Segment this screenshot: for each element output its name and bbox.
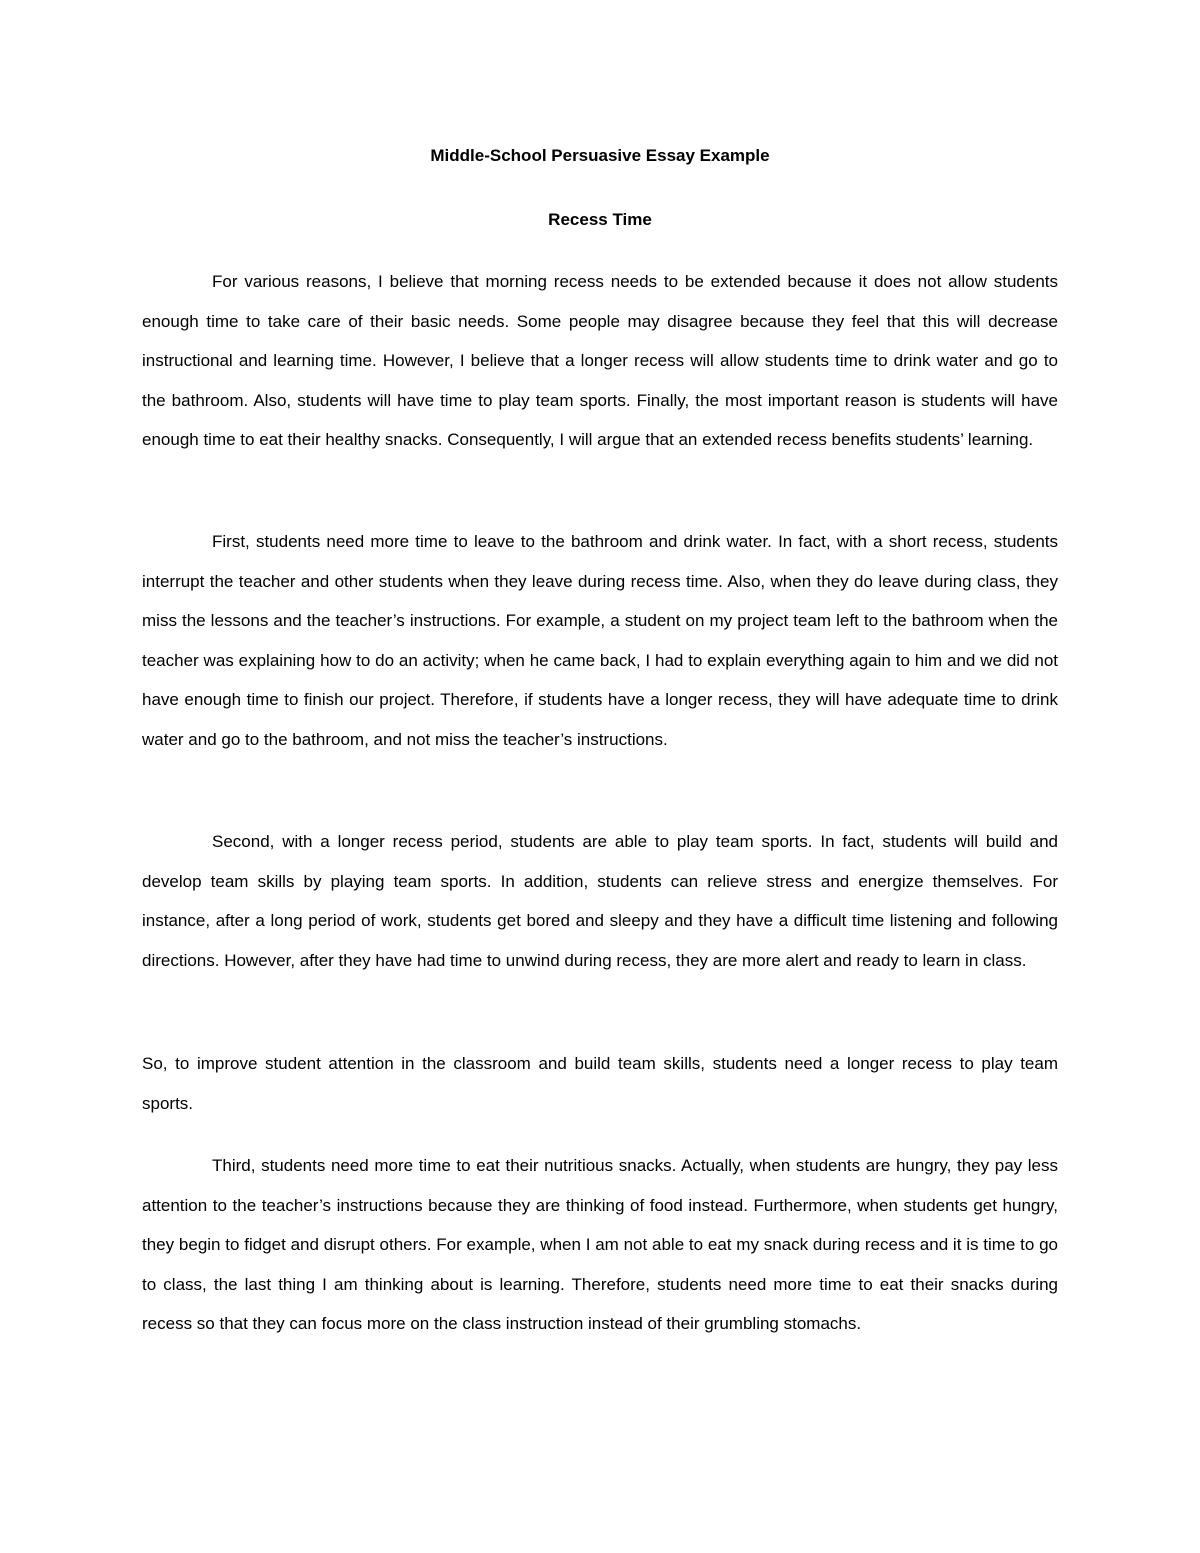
paragraph-introduction: For various reasons, I believe that morning recess needs to be extended because it does not allow students enough time to take care of their basic needs. Some people may disagree because they feel that this will decrease instructional and learning time. However, I believe that a longer recess will allow students time to drink water and go to the bathroom. Also, students will have time to play team sports. Finally, the most important reason is students will have enough time to eat their healthy snacks. Consequently, I will argue that an extended recess benefits students’ learning. [142,272,1058,450]
paragraph-first-reason: First, students need more time to leave to the bathroom and drink water. In fact, with a short recess, students interrupt the teacher and other students when they leave during recess time. Also, when they do leave during class, they miss the lessons and the teacher’s instructions. For example, a student on my project team left to the bathroom when the teacher was explaining how to do an activity; when he came back, I had to explain everything again to him and we did not have enough time to finish our project. Therefore, if students have a longer recess, they will have adequate time to drink water and go to the bathroom, and not miss the teacher’s instructions. [142,532,1058,749]
paragraph-third-reason: Third, students need more time to eat their nutritious snacks. Actually, when students are hungry, they pay less attention to the teacher’s instructions because they are thinking of food instead. Furthermore, when students get hungry, they begin to fidget and disrupt others. For example, when I am not able to eat my snack during recess and it is time to go to class, the last thing I am thinking about is learning. Therefore, students need more time to eat their snacks during recess so that they can focus more on the class instruction instead of their grumbling stomachs. [142,1156,1058,1334]
paragraph-second-reason: Second, with a longer recess period, students are able to play team sports. In fact, students will build and develop team skills by playing team sports. In addition, students can relieve stress and energize themselves. For instance, after a long period of work, students get bored and sleepy and they have a difficult time listening and following directions. However, after they have had time to unwind during recess, they are more alert and ready to learn in class. [142,832,1058,970]
paragraph-second-reason-summary: So, to improve student attention in the classroom and build team skills, students need a longer recess to play team sports. [142,1054,1058,1113]
essay-subtitle: Recess Time [548,210,652,229]
essay-title: Middle-School Persuasive Essay Example [430,146,770,165]
